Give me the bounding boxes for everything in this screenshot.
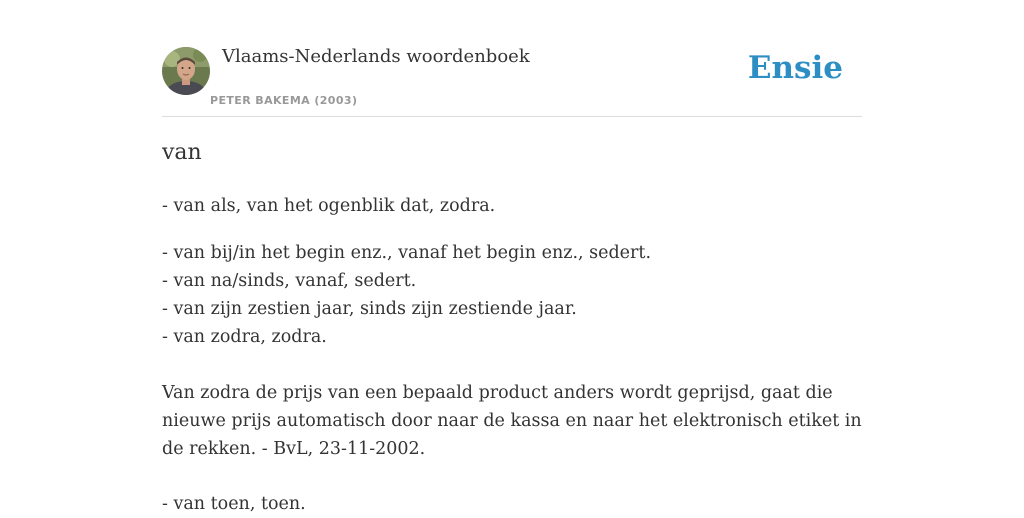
- entry-definition: [162, 192, 862, 220]
- brand-logo[interactable]: Ensie: [747, 50, 843, 86]
- variant-line: - van na/sinds, vanaf, sedert.: [162, 271, 417, 291]
- entry-example: [162, 379, 862, 463]
- entry-header: [162, 0, 862, 117]
- definition-text: - van als, van het ogenblik dat, zodra.: [162, 196, 496, 216]
- author-photo-icon: [162, 47, 210, 95]
- book-title[interactable]: Vlaams-Nederlands woordenboek: [222, 46, 530, 67]
- author-avatar[interactable]: [162, 47, 210, 95]
- author-name[interactable]: PETER BAKEMA (2003): [210, 94, 358, 107]
- variant-line: - van zodra, zodra.: [162, 327, 327, 347]
- entry-last-variant: [162, 490, 862, 518]
- variant-line: - van bij/in het begin enz., vanaf het begin enz., sedert.: [162, 243, 652, 263]
- entry-variants: [162, 239, 862, 351]
- example-text: Van zodra de prijs van een bepaald product anders wordt geprijsd, gaat die nieuwe prijs automatisch door naar de kassa en naar het elektronisch etiket in de rekken. - BvL, 23-11-2002.: [162, 383, 862, 459]
- variant-line: - van zijn zestien jaar, sinds zijn zestiende jaar.: [162, 299, 577, 319]
- variant-line: - van toen, toen.: [162, 494, 306, 514]
- entry-page: [162, 0, 862, 512]
- entry-headword: van: [162, 140, 202, 165]
